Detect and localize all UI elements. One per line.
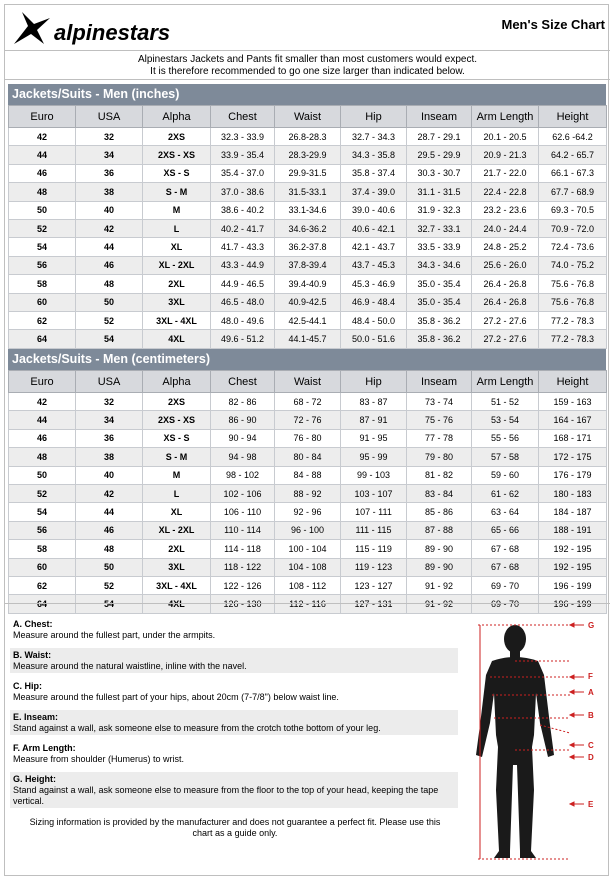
label-g: G [588,621,595,630]
table-cell: 2XS [143,128,211,146]
table-cell: 32.3 - 33.9 [211,128,275,146]
table-cell: 89 - 90 [407,540,472,558]
table-cell: 2XS - XS [143,411,211,429]
column-header: Alpha [143,371,211,393]
measure-height-text: Stand against a wall, ask someone else to measure from the floor to the top of your head, keeping the tape vertical. [13,785,439,806]
table-cell: M [143,201,211,219]
column-header: Inseam [407,371,472,393]
fit-notice-line1: Alpinestars Jackets and Pants fit smaller than most customers would expect. [137,54,478,65]
table-cell: 31.1 - 31.5 [407,183,472,201]
table-cell: 95 - 99 [341,448,407,466]
measure-hip [10,679,458,704]
table-cell: 99 - 103 [341,466,407,484]
table-cell: 50 [76,558,143,576]
table-cell: 42 [9,128,76,146]
table-row [9,558,607,576]
figure-callouts [588,621,594,809]
table-cell: 52 [76,311,143,329]
callout-arrows [570,623,584,806]
table-row [9,293,607,311]
table-cell: 83 - 87 [341,393,407,411]
table-cell: 85 - 86 [407,503,472,521]
table-cell: 54 [9,238,76,256]
table-cell: 40.6 - 42.1 [341,219,407,237]
table-cell: 33.9 - 35.4 [211,146,275,164]
measure-chest [10,617,458,642]
table-cell: 123 - 127 [341,576,407,594]
table-cell: 48 [9,183,76,201]
measure-hip-text: Measure around the fullest part of your hips, about 20cm (7-7/8") below waist line. [13,692,339,702]
table-cell: 2XL [143,275,211,293]
table-cell: 29.5 - 29.9 [407,146,472,164]
table-cell: 39.4-40.9 [275,275,341,293]
table-cell: 27.2 - 27.6 [472,330,539,348]
table-cell: L [143,484,211,502]
table-cell: 188 - 191 [539,521,607,539]
table-cell: 32.7 - 34.3 [341,128,407,146]
cm-size-table [8,370,607,614]
table-cell: 89 - 90 [407,558,472,576]
table-cell: 180 - 183 [539,484,607,502]
table-row [9,484,607,502]
table-cell: 114 - 118 [211,540,275,558]
table-cell: S - M [143,183,211,201]
table-row [9,256,607,274]
table-cell: 115 - 119 [341,540,407,558]
column-header: Alpha [143,106,211,128]
table-cell: 38 [76,183,143,201]
fit-notice [0,54,615,78]
table-cell: 50 [76,293,143,311]
table-cell: 52 [76,576,143,594]
table-cell: 21.7 - 22.0 [472,164,539,182]
table-cell: 23.2 - 23.6 [472,201,539,219]
table-cell: 94 - 98 [211,448,275,466]
table-cell: 2XS - XS [143,146,211,164]
column-header: Height [539,106,607,128]
table-cell: 26.4 - 26.8 [472,275,539,293]
table-cell: 57 - 58 [472,448,539,466]
table-row [9,238,607,256]
column-header: Hip [341,106,407,128]
table-cell: 119 - 123 [341,558,407,576]
table-cell: 53 - 54 [472,411,539,429]
table-cell: 37.8-39.4 [275,256,341,274]
table-cell: 32.7 - 33.1 [407,219,472,237]
table-cell: XL - 2XL [143,256,211,274]
table-cell: 111 - 115 [341,521,407,539]
column-header: Chest [211,106,275,128]
table-cell: 42.5-44.1 [275,311,341,329]
table-row [9,275,607,293]
table-cell: 86 - 90 [211,411,275,429]
measure-arm-label: F. Arm Length: [13,743,76,753]
table-cell: 32 [76,393,143,411]
table-cell: 61 - 62 [472,484,539,502]
table-cell: 33.5 - 33.9 [407,238,472,256]
brand-wordmark: alpinestars [54,20,171,45]
table-cell: 67 - 68 [472,558,539,576]
header-divider [5,50,610,51]
table-cell: 66.1 - 67.3 [539,164,607,182]
table-row [9,411,607,429]
table-cell: 192 - 195 [539,540,607,558]
table-cell: 34 [76,146,143,164]
table-cell: 106 - 110 [211,503,275,521]
table-cell: 42 [76,219,143,237]
table-cell: 43.7 - 45.3 [341,256,407,274]
table-cell: XL [143,238,211,256]
table-cell: XS - S [143,429,211,447]
table-cell: 50 [9,201,76,219]
measure-waist-label: B. Waist: [13,650,52,660]
column-header: Arm Length [472,106,539,128]
table-row [9,146,607,164]
table-row [9,183,607,201]
table-cell: 168 - 171 [539,429,607,447]
table-cell: 59 - 60 [472,466,539,484]
table-cell: 58 [9,540,76,558]
table-cell: 75.6 - 76.8 [539,293,607,311]
table-cell: 76 - 80 [275,429,341,447]
table-cell: 36 [76,429,143,447]
table-cell: 22.4 - 22.8 [472,183,539,201]
table-cell: 62 [9,576,76,594]
table-cell: 52 [9,219,76,237]
table-cell: 36 [76,164,143,182]
table-cell: 75 - 76 [407,411,472,429]
table-cell: 46.9 - 48.4 [341,293,407,311]
cm-table-title: Jackets/Suits - Men (centimeters) [8,349,606,370]
table-cell: 67.7 - 68.9 [539,183,607,201]
table-cell: 80 - 84 [275,448,341,466]
fit-notice-line2: It is therefore recommended to go one size larger than indicated below. [150,66,465,77]
inches-header-row [9,106,607,128]
table-cell: 35.8 - 36.2 [407,311,472,329]
table-cell: 32 [76,128,143,146]
table-cell: 159 - 163 [539,393,607,411]
table-cell: 46 [76,521,143,539]
table-cell: 31.9 - 32.3 [407,201,472,219]
table-cell: S - M [143,448,211,466]
measure-waist-text: Measure around the natural waistline, inline with the navel. [13,661,247,671]
column-header: Height [539,371,607,393]
table-cell: 64.2 - 65.7 [539,146,607,164]
column-header: Chest [211,371,275,393]
table-cell: 64 [9,330,76,348]
table-cell: 35.8 - 37.4 [341,164,407,182]
table-cell: 41.7 - 43.3 [211,238,275,256]
column-header: Inseam [407,106,472,128]
measure-inseam-label: E. Inseam: [13,712,59,722]
table-cell: 44.1-45.7 [275,330,341,348]
inches-size-table [8,105,607,349]
table-cell: 48.4 - 50.0 [341,311,407,329]
table-cell: 44 [9,146,76,164]
table-cell: 43.3 - 44.9 [211,256,275,274]
table-cell: 79 - 80 [407,448,472,466]
table-cell: 196 - 199 [539,576,607,594]
table-cell: 91 - 92 [407,576,472,594]
cm-header-row [9,371,607,393]
table-cell: 176 - 179 [539,466,607,484]
table-cell: 46 [76,256,143,274]
table-cell: 28.3-29.9 [275,146,341,164]
table-row [9,330,607,348]
table-cell: 54 [76,330,143,348]
table-cell: 35.4 - 37.0 [211,164,275,182]
table-cell: 28.7 - 29.1 [407,128,472,146]
table-row [9,503,607,521]
body-measurement-figure [470,615,605,865]
table-cell: 26.8-28.3 [275,128,341,146]
column-header: USA [76,106,143,128]
table-cell: L [143,219,211,237]
table-row [9,576,607,594]
table-cell: 77 - 78 [407,429,472,447]
table-cell: 48 [76,540,143,558]
column-header: USA [76,371,143,393]
table-cell: 62.6 -64.2 [539,128,607,146]
page-title: Men's Size Chart [501,17,605,32]
table-cell: XL - 2XL [143,521,211,539]
table-cell: 60 [9,293,76,311]
measure-inseam [10,710,458,735]
column-header: Euro [9,106,76,128]
table-cell: 82 - 86 [211,393,275,411]
table-cell: 56 [9,256,76,274]
table-cell: 184 - 187 [539,503,607,521]
table-cell: 70.9 - 72.0 [539,219,607,237]
table-cell: 110 - 114 [211,521,275,539]
table-cell: 48 [9,448,76,466]
measure-chest-text: Measure around the fullest part, under the armpits. [13,630,216,640]
table-cell: 34 [76,411,143,429]
table-cell: 44 [76,503,143,521]
measure-arm-length [10,741,458,766]
measure-height [10,772,458,808]
table-cell: 20.1 - 20.5 [472,128,539,146]
table-cell: 44.9 - 46.5 [211,275,275,293]
table-cell: 98 - 102 [211,466,275,484]
table-cell: 81 - 82 [407,466,472,484]
table-cell: 42 [9,393,76,411]
table-cell: 90 - 94 [211,429,275,447]
table-cell: 87 - 91 [341,411,407,429]
table-cell: 29.9-31.5 [275,164,341,182]
table-cell: 84 - 88 [275,466,341,484]
table-cell: 72.4 - 73.6 [539,238,607,256]
table-cell: 91 - 95 [341,429,407,447]
table-cell: 24.8 - 25.2 [472,238,539,256]
table-cell: 24.0 - 24.4 [472,219,539,237]
table-cell: 35.0 - 35.4 [407,275,472,293]
table-row [9,164,607,182]
table-cell: M [143,466,211,484]
table-row [9,448,607,466]
table-cell: 56 [9,521,76,539]
table-cell: 164 - 167 [539,411,607,429]
measure-hip-label: C. Hip: [13,681,42,691]
column-header: Arm Length [472,371,539,393]
table-cell: 2XL [143,540,211,558]
column-header: Waist [275,371,341,393]
table-cell: 54 [9,503,76,521]
table-cell: 50.0 - 51.6 [341,330,407,348]
table-cell: 42.1 - 43.7 [341,238,407,256]
table-cell: 31.5-33.1 [275,183,341,201]
table-cell: 40.2 - 41.7 [211,219,275,237]
table-cell: 42 [76,484,143,502]
table-cell: 68 - 72 [275,393,341,411]
table-cell: 40 [76,201,143,219]
table-cell: 34.6-36.2 [275,219,341,237]
table-row [9,393,607,411]
body-silhouette [476,625,554,858]
table-cell: 27.2 - 27.6 [472,311,539,329]
notice-divider [5,79,610,80]
table-cell: 3XL [143,293,211,311]
table-cell: 45.3 - 46.9 [341,275,407,293]
table-cell: 104 - 108 [275,558,341,576]
table-cell: 118 - 122 [211,558,275,576]
table-cell: 40.9-42.5 [275,293,341,311]
table-cell: 38 [76,448,143,466]
measure-waist [10,648,458,673]
label-f: F [588,672,593,681]
table-cell: 172 - 175 [539,448,607,466]
table-row [9,521,607,539]
table-cell: 48 [76,275,143,293]
table-row [9,466,607,484]
inches-table-section [8,84,606,349]
table-row [9,540,607,558]
table-cell: 37.0 - 38.6 [211,183,275,201]
table-cell: 34.3 - 34.6 [407,256,472,274]
table-cell: 69.3 - 70.5 [539,201,607,219]
label-d: D [588,753,594,762]
table-cell: 74.0 - 75.2 [539,256,607,274]
table-cell: 192 - 195 [539,558,607,576]
table-cell: 48.0 - 49.6 [211,311,275,329]
measurement-guide [10,617,458,808]
table-cell: 63 - 64 [472,503,539,521]
table-cell: 26.4 - 26.8 [472,293,539,311]
table-row [9,429,607,447]
table-cell: 30.3 - 30.7 [407,164,472,182]
table-cell: 36.2-37.8 [275,238,341,256]
table-cell: 51 - 52 [472,393,539,411]
table-divider [5,603,610,604]
table-cell: 96 - 100 [275,521,341,539]
table-cell: 83 - 84 [407,484,472,502]
cm-table-section [8,349,606,614]
measure-inseam-text: Stand against a wall, ask someone else to measure from the crotch tothe bottom of your leg. [13,723,381,733]
table-cell: 92 - 96 [275,503,341,521]
table-cell: 73 - 74 [407,393,472,411]
table-cell: 37.4 - 39.0 [341,183,407,201]
label-c: C [588,741,594,750]
inches-table-title: Jackets/Suits - Men (inches) [8,84,606,105]
table-cell: 102 - 106 [211,484,275,502]
table-cell: 72 - 76 [275,411,341,429]
table-cell: 50 [9,466,76,484]
star-icon [14,12,50,44]
table-cell: 65 - 66 [472,521,539,539]
label-a: A [588,688,594,697]
table-cell: 34.3 - 35.8 [341,146,407,164]
table-cell: 33.1-34.6 [275,201,341,219]
column-header: Hip [341,371,407,393]
table-cell: XS - S [143,164,211,182]
table-cell: 35.0 - 35.4 [407,293,472,311]
table-cell: 20.9 - 21.3 [472,146,539,164]
column-header: Waist [275,106,341,128]
table-cell: 77.2 - 78.3 [539,311,607,329]
table-cell: XL [143,503,211,521]
table-cell: 25.6 - 26.0 [472,256,539,274]
table-row [9,128,607,146]
table-cell: 52 [9,484,76,502]
table-cell: 40 [76,466,143,484]
table-cell: 77.2 - 78.3 [539,330,607,348]
table-cell: 38.6 - 40.2 [211,201,275,219]
table-row [9,201,607,219]
table-cell: 67 - 68 [472,540,539,558]
table-cell: 88 - 92 [275,484,341,502]
alpinestars-logo [10,8,200,48]
label-b: B [588,711,594,720]
table-cell: 44 [76,238,143,256]
measure-arm-text: Measure from shoulder (Humerus) to wrist. [13,754,185,764]
table-cell: 69 - 70 [472,576,539,594]
table-cell: 87 - 88 [407,521,472,539]
table-cell: 49.6 - 51.2 [211,330,275,348]
table-row [9,311,607,329]
table-cell: 122 - 126 [211,576,275,594]
table-cell: 3XL - 4XL [143,311,211,329]
measure-chest-label: A. Chest: [13,619,53,629]
table-cell: 55 - 56 [472,429,539,447]
table-cell: 46 [9,164,76,182]
table-cell: 3XL - 4XL [143,576,211,594]
table-cell: 60 [9,558,76,576]
disclaimer: Sizing information is provided by the manufacturer and does not guarantee a perfect fit. Please use this chart as a guide only. [29,817,441,838]
column-header: Euro [9,371,76,393]
table-cell: 103 - 107 [341,484,407,502]
table-cell: 62 [9,311,76,329]
table-cell: 107 - 111 [341,503,407,521]
table-cell: 100 - 104 [275,540,341,558]
table-cell: 2XS [143,393,211,411]
table-cell: 75.6 - 76.8 [539,275,607,293]
measure-height-label: G. Height: [13,774,56,784]
table-cell: 35.8 - 36.2 [407,330,472,348]
table-cell: 44 [9,411,76,429]
table-cell: 108 - 112 [275,576,341,594]
table-cell: 4XL [143,330,211,348]
table-cell: 3XL [143,558,211,576]
table-cell: 46.5 - 48.0 [211,293,275,311]
table-cell: 58 [9,275,76,293]
label-e: E [588,800,594,809]
table-cell: 46 [9,429,76,447]
table-cell: 39.0 - 40.6 [341,201,407,219]
table-row [9,219,607,237]
